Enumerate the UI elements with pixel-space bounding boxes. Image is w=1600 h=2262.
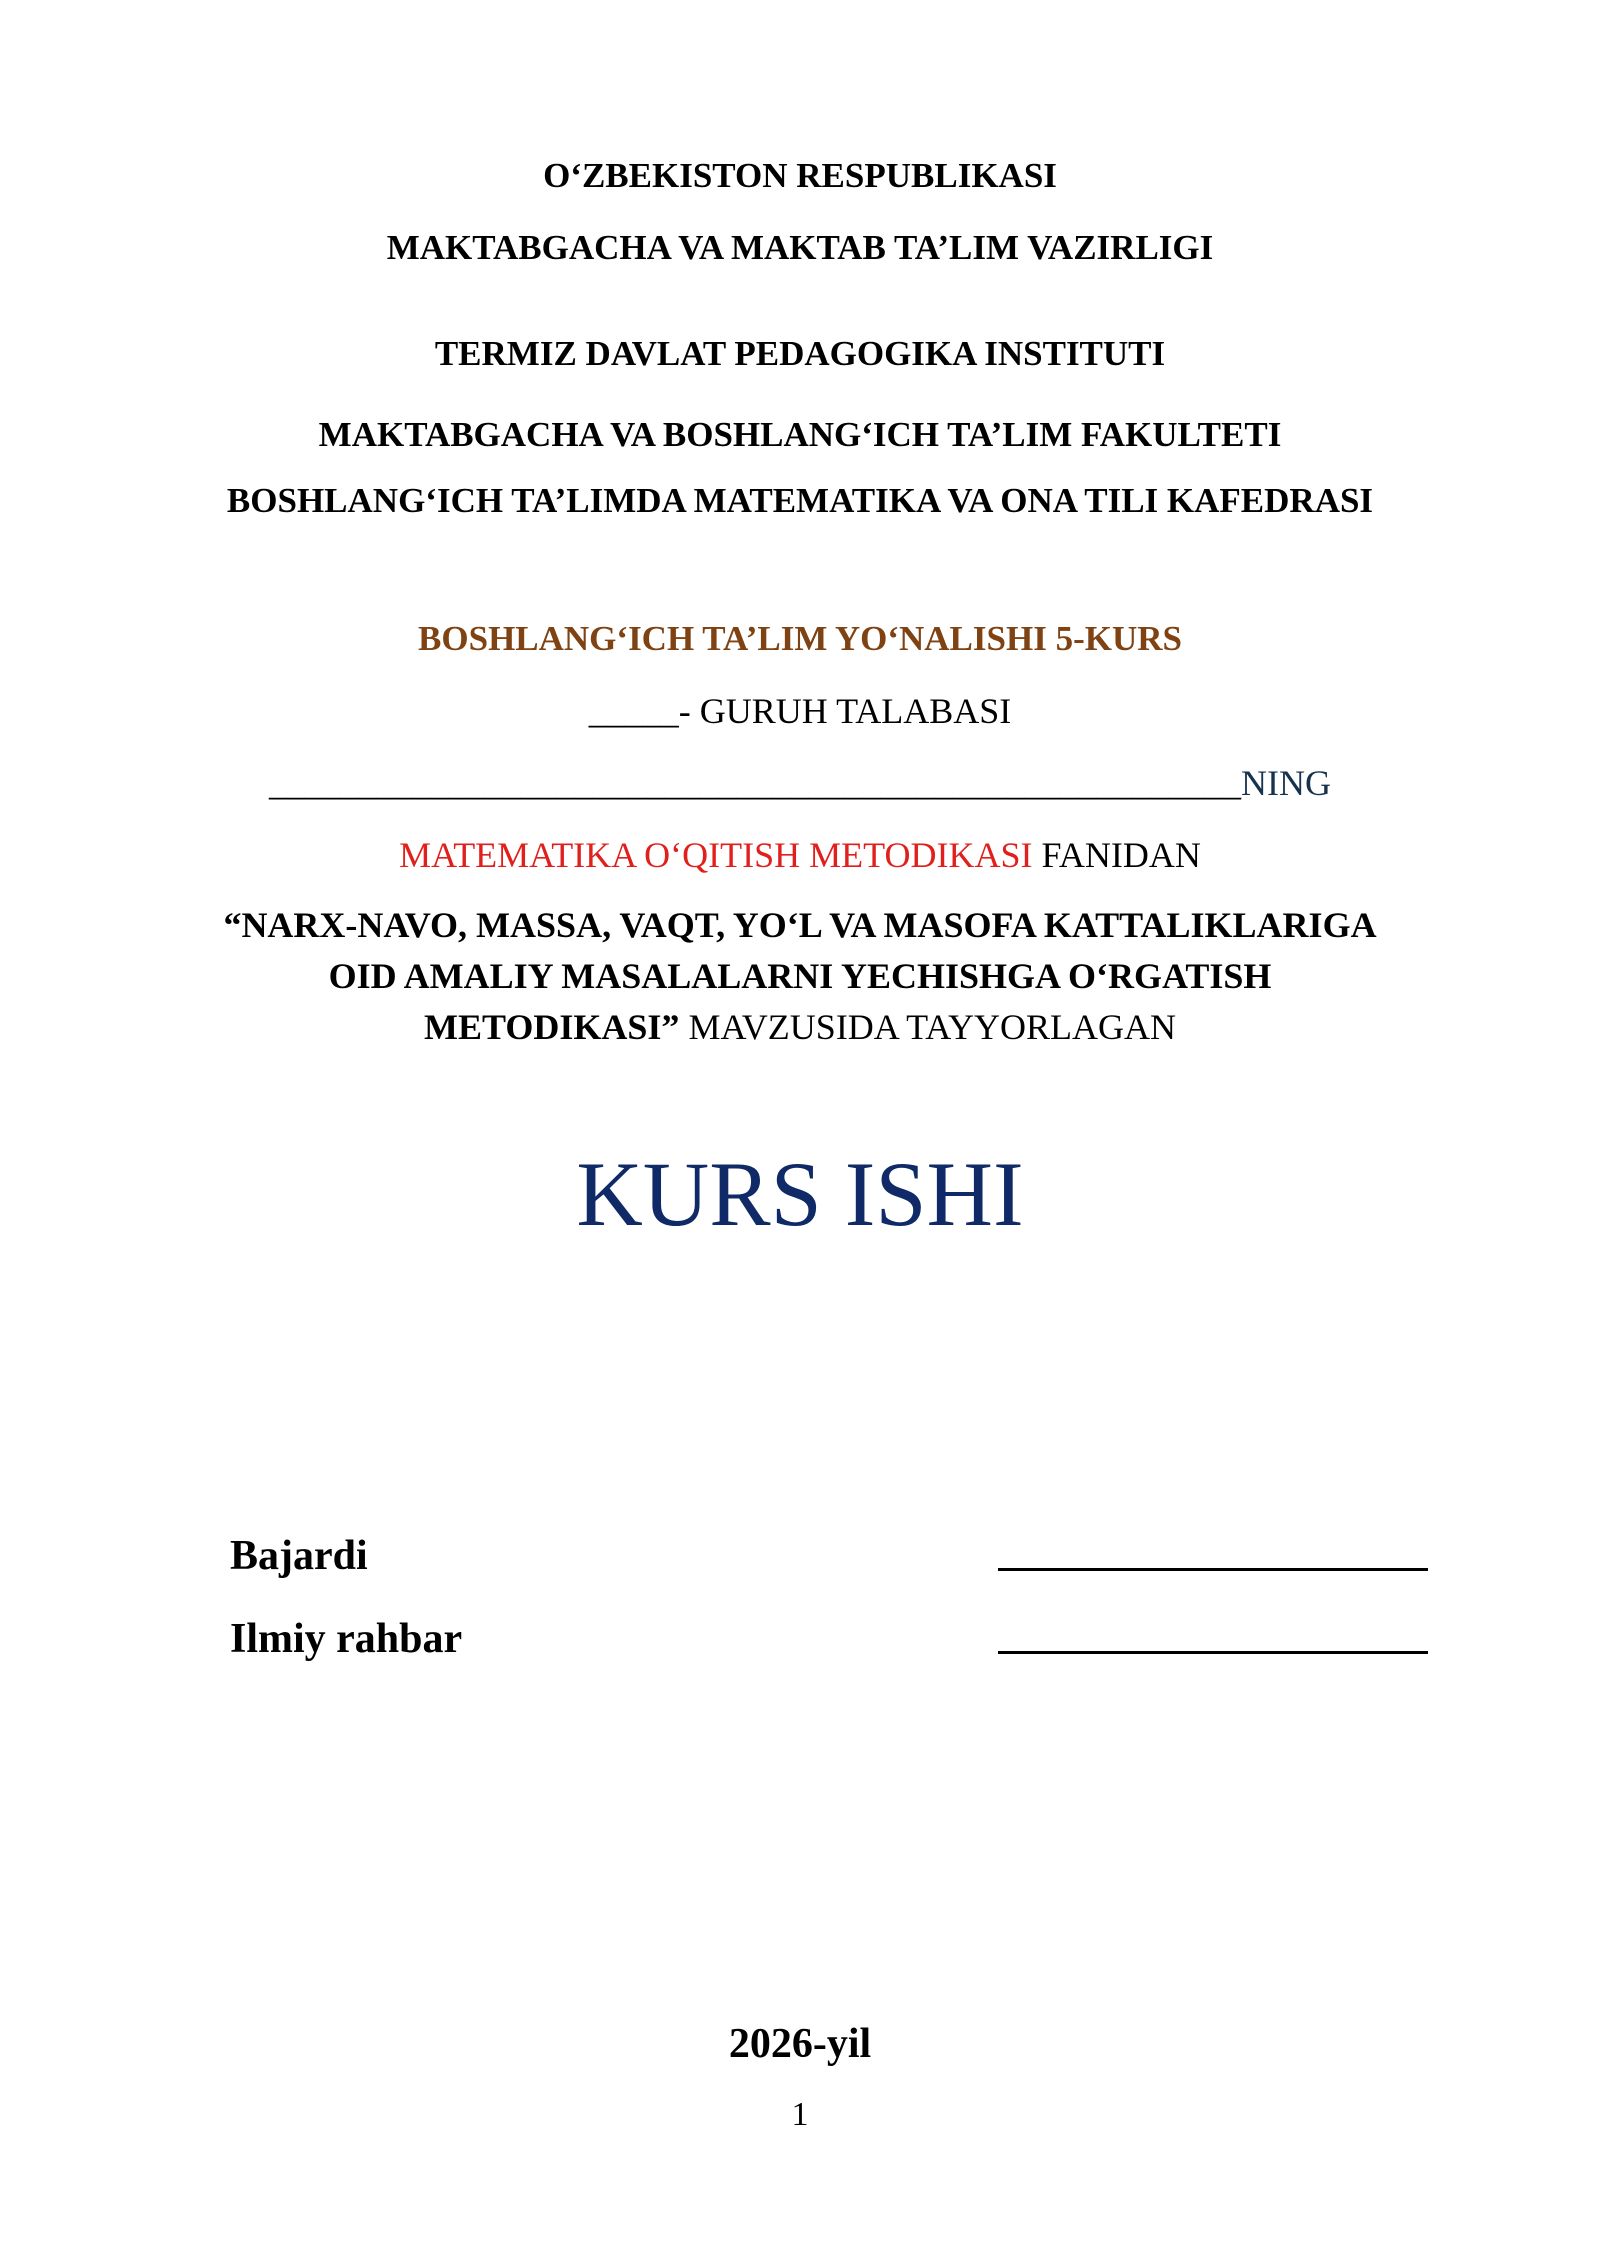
topic-block	[0, 900, 1600, 1053]
performer-signature-line	[998, 1568, 1428, 1571]
subject-line	[0, 837, 1600, 873]
topic-line-2: OID AMALIY MASALALARNI YECHISHGA O‘RGATISH	[328, 956, 1272, 996]
faculty-heading: MAKTABGACHA VA BOSHLANG‘ICH TA’LIM FAKULTETI	[318, 415, 1282, 454]
topic-line-1: “NARX-NAVO, MASSA, VAQT, YO‘L VA MASOFA KATTALIKLARIGA	[223, 905, 1377, 945]
student-name-blank: ______________________________________________________	[269, 763, 1241, 803]
subject-name: MATEMATIKA O‘QITISH METODIKASI	[399, 835, 1033, 875]
supervisor-label: Ilmiy rahbar	[230, 1616, 463, 1662]
topic-line-3	[0, 1002, 1600, 1053]
topic-line-3-rest: MAVZUSIDA TAYYORLAGAN	[679, 1007, 1176, 1047]
year: 2026-yil	[728, 2021, 872, 2067]
student-name-line	[0, 765, 1600, 801]
page-number: 1	[791, 2096, 809, 2133]
institute-heading: TERMIZ DAVLAT PEDAGOGIKA INSTITUTI	[434, 334, 1166, 373]
student-name-suffix: NING	[1241, 763, 1331, 803]
performer-label: Bajardi	[230, 1533, 368, 1579]
group-blank: _____	[588, 691, 679, 731]
department-heading: BOSHLANG‘ICH TA’LIMDA MATEMATIKA VA ONA TILI KAFEDRASI	[226, 481, 1374, 520]
topic-line-3-bold: METODIKASI”	[424, 1007, 680, 1047]
country-heading: O‘ZBEKISTON RESPUBLIKASI	[543, 156, 1057, 195]
ministry-heading: MAKTABGACHA VA MAKTAB TA’LIM VAZIRLIGI	[386, 228, 1214, 267]
group-label: - GURUH TALABASI	[678, 691, 1012, 731]
supervisor-signature-line	[998, 1651, 1428, 1654]
group-line	[0, 693, 1600, 729]
document-title: KURS ISHI	[576, 1143, 1024, 1245]
course-direction: BOSHLANG‘ICH TA’LIM YO‘NALISHI 5-KURS	[418, 619, 1182, 658]
subject-suffix: FANIDAN	[1032, 835, 1201, 875]
